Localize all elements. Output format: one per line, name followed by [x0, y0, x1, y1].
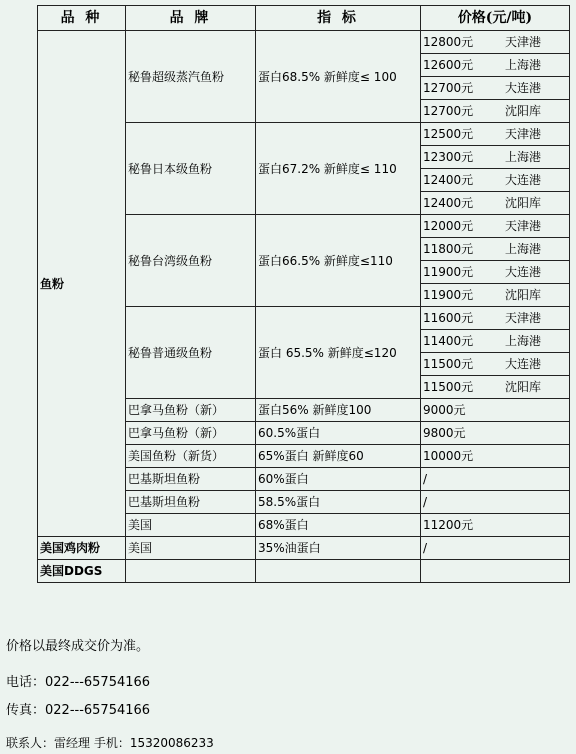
spec-cell: 蛋白 65.5% 新鲜度≤120 — [256, 307, 421, 399]
price-amount: 12500元 — [423, 127, 474, 141]
brand-cell: 巴基斯坦鱼粉 — [126, 468, 256, 491]
price-cell — [421, 215, 570, 238]
price-amount: 11400元 — [423, 334, 474, 348]
spec-cell: 68%蛋白 — [256, 514, 421, 537]
header-price: 价格(元/吨) — [421, 6, 570, 31]
brand-cell: 秘鲁日本级鱼粉 — [126, 123, 256, 215]
price-amount: 12400元 — [423, 196, 474, 210]
price-cell — [421, 123, 570, 146]
price-amount: 11900元 — [423, 288, 474, 302]
spec-cell: 65%蛋白 新鲜度60 — [256, 445, 421, 468]
price-cell — [421, 261, 570, 284]
spec-cell: 60.5%蛋白 — [256, 422, 421, 445]
price-table — [37, 5, 570, 583]
price-location: 上海港 — [504, 334, 541, 348]
price-location: 沈阳库 — [504, 196, 541, 210]
price-location: 沈阳库 — [504, 380, 541, 394]
price-cell — [421, 77, 570, 100]
price-cell — [421, 238, 570, 261]
brand-cell: 秘鲁台湾级鱼粉 — [126, 215, 256, 307]
price-amount: 11900元 — [423, 265, 474, 279]
spec-cell: 蛋白66.5% 新鲜度≤110 — [256, 215, 421, 307]
price-amount: 12000元 — [423, 219, 474, 233]
price-location: 天津港 — [504, 35, 541, 49]
spec-cell — [256, 560, 421, 583]
price-amount: 12400元 — [423, 173, 474, 187]
price-location: 大连港 — [504, 173, 541, 187]
table-row — [38, 31, 570, 54]
price-cell — [421, 100, 570, 123]
price-amount: 11500元 — [423, 357, 474, 371]
price-cell — [421, 376, 570, 399]
spec-cell: 58.5%蛋白 — [256, 491, 421, 514]
spec-cell: 蛋白67.2% 新鲜度≤ 110 — [256, 123, 421, 215]
spec-cell: 蛋白56% 新鲜度100 — [256, 399, 421, 422]
brand-cell: 巴拿马鱼粉（新） — [126, 422, 256, 445]
price-location: 天津港 — [504, 219, 541, 233]
phone-line: 电话：022---65754166 — [6, 675, 151, 690]
price-note: 价格以最终成交价为准。 — [6, 639, 150, 654]
price-cell — [421, 146, 570, 169]
price-amount: 12600元 — [423, 58, 474, 72]
price-cell — [421, 307, 570, 330]
price-cell — [421, 353, 570, 376]
brand-cell: 美国 — [126, 514, 256, 537]
category-chicken: 美国鸡肉粉 — [38, 537, 126, 560]
brand-cell: 美国 — [126, 537, 256, 560]
price-cell — [421, 31, 570, 54]
price-amount: 11500元 — [423, 380, 474, 394]
header-row — [38, 6, 570, 31]
price-cell: 11200元 — [421, 514, 570, 537]
price-location: 大连港 — [504, 81, 541, 95]
table-row — [38, 560, 570, 583]
category-ddgs: 美国DDGS — [38, 560, 126, 583]
category-fishmeal: 鱼粉 — [38, 31, 126, 537]
brand-cell — [126, 560, 256, 583]
table-row — [38, 537, 570, 560]
price-location: 天津港 — [504, 311, 541, 325]
price-location: 沈阳库 — [504, 288, 541, 302]
brand-cell: 美国鱼粉（新货） — [126, 445, 256, 468]
brand-cell: 巴拿马鱼粉（新） — [126, 399, 256, 422]
brand-cell: 巴基斯坦鱼粉 — [126, 491, 256, 514]
price-cell: 10000元 — [421, 445, 570, 468]
brand-cell: 秘鲁超级蒸汽鱼粉 — [126, 31, 256, 123]
price-amount: 11800元 — [423, 242, 474, 256]
price-amount: 11600元 — [423, 311, 474, 325]
price-location: 大连港 — [504, 265, 541, 279]
spec-cell: 蛋白68.5% 新鲜度≤ 100 — [256, 31, 421, 123]
price-location: 上海港 — [504, 242, 541, 256]
price-location: 天津港 — [504, 127, 541, 141]
price-cell: / — [421, 537, 570, 560]
spec-cell: 35%油蛋白 — [256, 537, 421, 560]
header-variety: 品 种 — [38, 6, 126, 31]
price-amount: 12700元 — [423, 104, 474, 118]
price-cell — [421, 330, 570, 353]
price-cell — [421, 560, 570, 583]
brand-cell: 秘鲁普通级鱼粉 — [126, 307, 256, 399]
price-location: 上海港 — [504, 150, 541, 164]
price-cell: / — [421, 468, 570, 491]
price-amount: 12300元 — [423, 150, 474, 164]
header-brand: 品 牌 — [126, 6, 256, 31]
price-cell: / — [421, 491, 570, 514]
price-cell — [421, 192, 570, 215]
contact-line: 联系人：雷经理 手机：15320086233 — [6, 736, 214, 750]
price-cell: 9800元 — [421, 422, 570, 445]
price-amount: 12800元 — [423, 35, 474, 49]
fax-line: 传真：022---65754166 — [6, 703, 151, 718]
price-cell — [421, 284, 570, 307]
price-location: 大连港 — [504, 357, 541, 371]
price-location: 沈阳库 — [504, 104, 541, 118]
price-amount: 12700元 — [423, 81, 474, 95]
price-cell — [421, 54, 570, 77]
header-spec: 指 标 — [256, 6, 421, 31]
price-cell — [421, 169, 570, 192]
price-location: 上海港 — [504, 58, 541, 72]
price-cell: 9000元 — [421, 399, 570, 422]
spec-cell: 60%蛋白 — [256, 468, 421, 491]
